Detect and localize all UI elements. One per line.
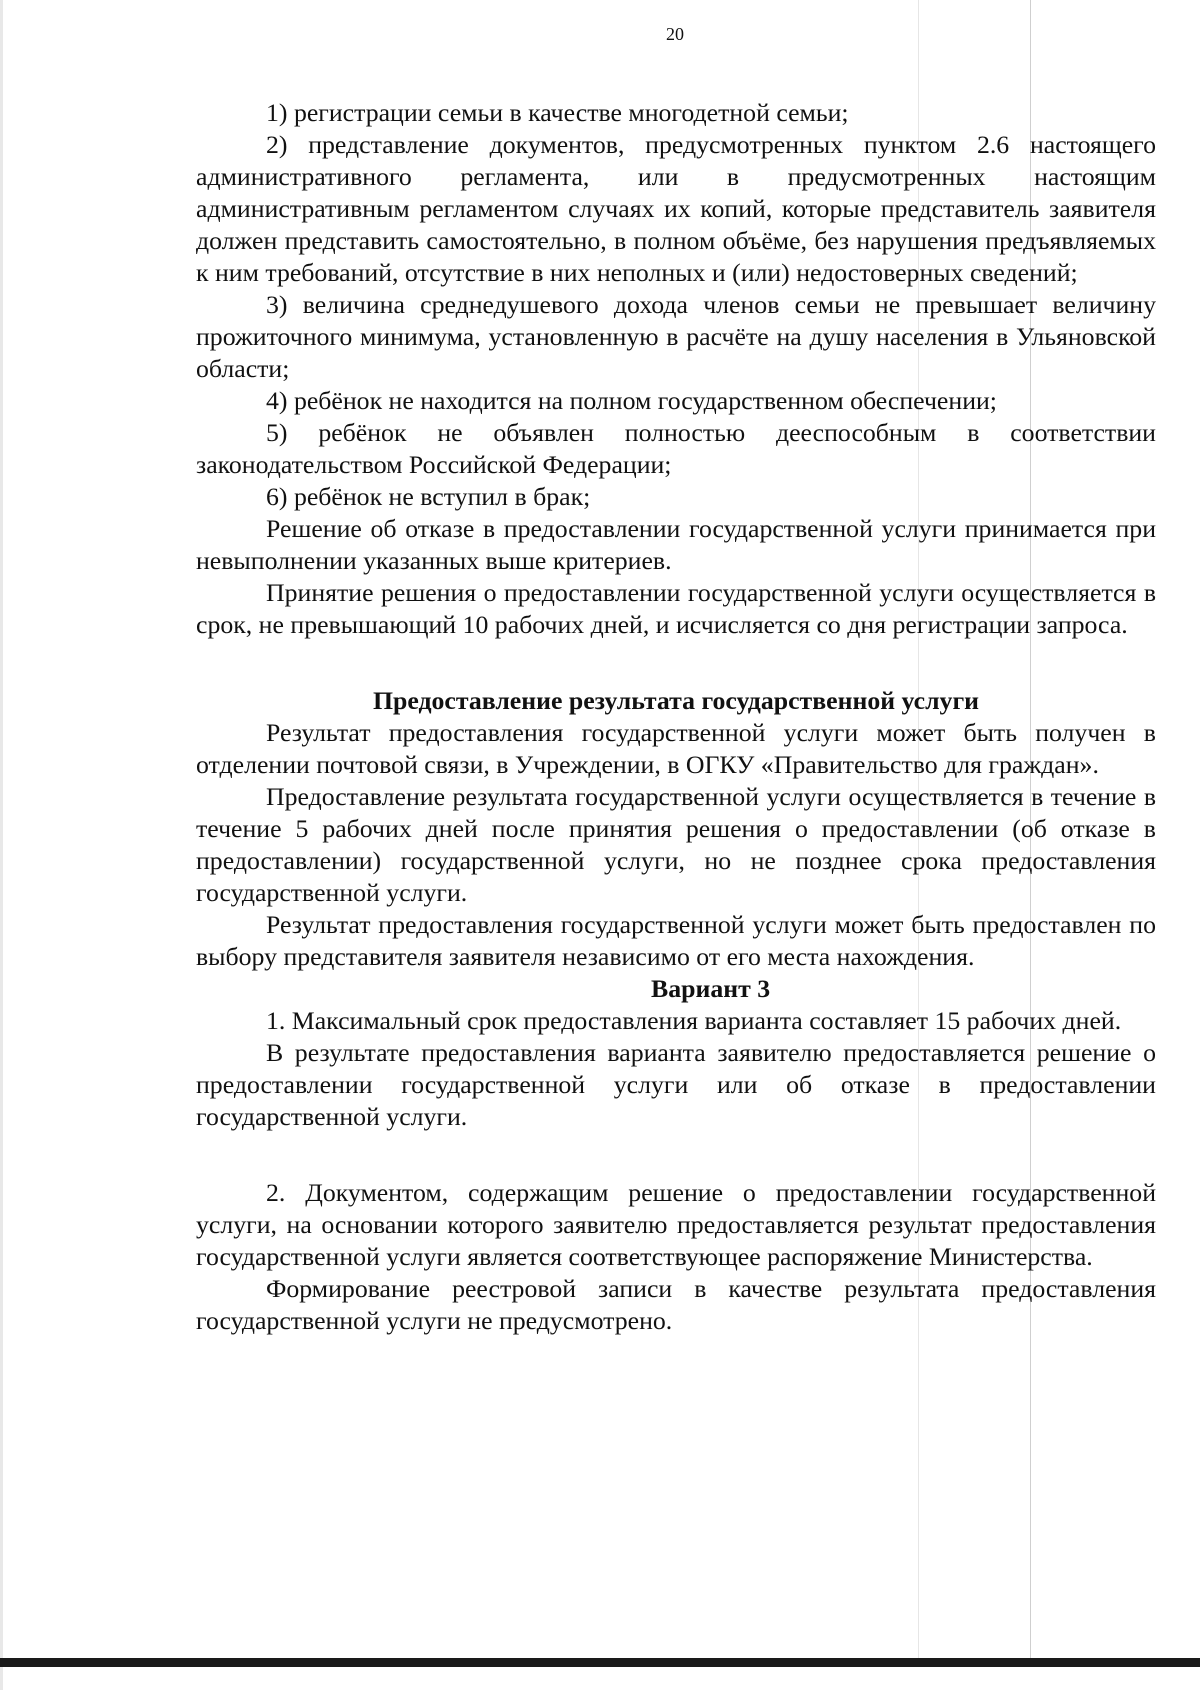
scan-bottom-border — [0, 1658, 1200, 1667]
result-paragraph-2: Предоставление результата государственной услуги осуществляется в течение в течение 5 рабочих дней после принятия решения о предоставлении (об отказе в предоставлении) государственной услуги, но не позднее срока предоставления государственной услуги. — [196, 782, 1156, 907]
list-item-3: 3) величина среднедушевого дохода членов семьи не превышает величину прожиточного минимума, установленную в расчёте на душу населения в Ульяновской области; — [196, 290, 1156, 383]
variant-paragraph-2: В результате предоставления варианта заявителю предоставляется решение о предоставлении государственной услуги или об отказе в предоставлении государственной услуги. — [196, 1038, 1156, 1131]
variant-paragraph-4: Формирование реестровой записи в качестве результата предоставления государственной услуги не предусмотрено. — [196, 1274, 1156, 1335]
section-heading-variant: Вариант 3 — [651, 974, 771, 1003]
result-paragraph-1: Результат предоставления государственной услуги может быть получен в отделении почтовой связи, в Учреждении, в ОГКУ «Правительство для граждан». — [196, 718, 1156, 779]
page-number: 20 — [666, 24, 684, 44]
refusal-paragraph: Решение об отказе в предоставлении государственной услуги принимается при невыполнении указанных выше критериев. — [196, 514, 1156, 575]
spacer — [196, 1133, 1156, 1177]
section-heading-result: Предоставление результата государственной услуги — [372, 686, 980, 715]
list-item-5: 5) ребёнок не объявлен полностью дееспособным в соответствии законодательством Российской Федерации; — [196, 418, 1156, 479]
decision-term-paragraph: Принятие решения о предоставлении государственной услуги осуществляется в срок, не превышающий 10 рабочих дней, и исчисляется со дня регистрации запроса. — [196, 578, 1156, 639]
list-item-6: 6) ребёнок не вступил в брак; — [266, 482, 591, 511]
document-body — [196, 97, 1156, 1337]
list-item-4: 4) ребёнок не находится на полном государственном обеспечении; — [266, 386, 997, 415]
result-paragraph-3: Результат предоставления государственной услуги может быть предоставлен по выбору представителя заявителя независимо от его места нахождения. — [196, 910, 1156, 971]
variant-paragraph-3: 2. Документом, содержащим решение о предоставлении государственной услуги, на основании которого заявителю предоставляется результат предоставления государственной услуги является соответствующее распоряжение Министерства. — [196, 1178, 1156, 1271]
list-item-2: 2) представление документов, предусмотренных пунктом 2.6 настоящего административного регламента, или в предусмотренных настоящим административным регламентом случаях их копий, которые представитель заявителя должен представить самостоятельно, в полном объёме, без нарушения предъявляемых к ним требований, отсутствие в них неполных и (или) недостоверных сведений; — [196, 130, 1156, 287]
list-item-1: 1) регистрации семьи в качестве многодетной семьи; — [266, 98, 849, 127]
scan-left-edge — [0, 0, 3, 1690]
spacer — [196, 641, 1156, 685]
variant-paragraph-1: 1. Максимальный срок предоставления варианта составляет 15 рабочих дней. — [266, 1006, 1122, 1035]
